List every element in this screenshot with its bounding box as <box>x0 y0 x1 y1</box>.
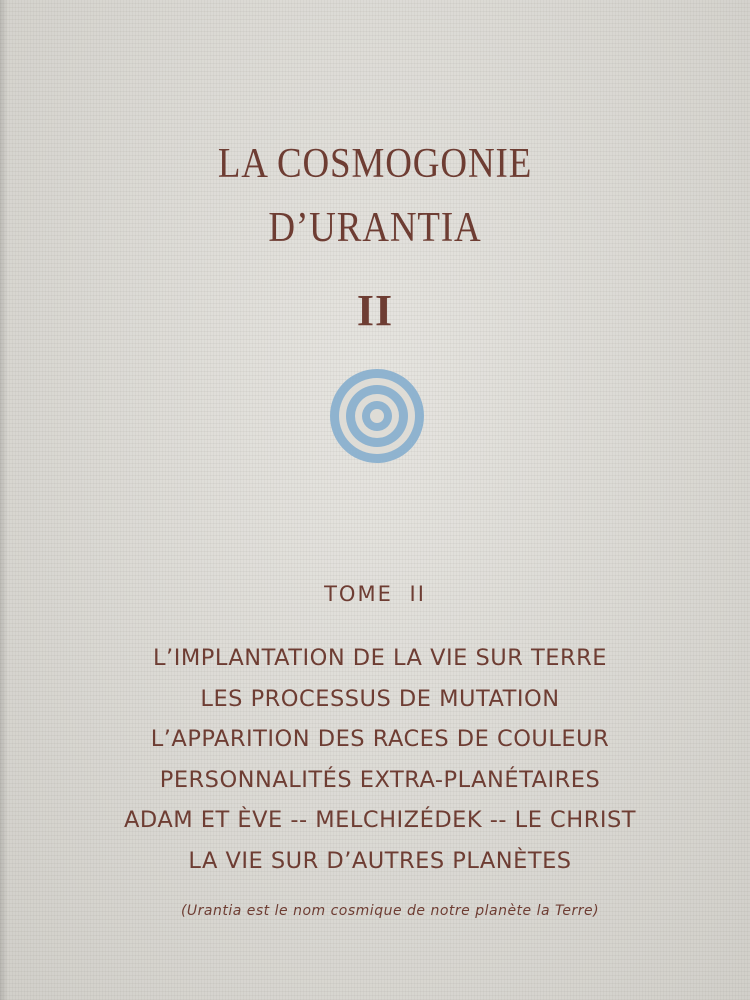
contents-item: PERSONNALITÉS EXTRA-PLANÉTAIRES <box>159 766 601 793</box>
contents-item: LES PROCESSUS DE MUTATION <box>200 685 560 712</box>
contents-list <box>100 638 660 881</box>
contents-item: L’APPARITION DES RACES DE COULEUR <box>150 726 610 752</box>
volume-number: II <box>356 286 394 335</box>
title-line-2: D’URANTIA <box>268 205 482 251</box>
contents-item: LA VIE SUR D’AUTRES PLANÈTES <box>188 847 572 874</box>
tome-label: TOME II <box>324 582 426 606</box>
contents-item: ADAM ET ÈVE -- MELCHIZÉDEK -- LE CHRIST <box>124 807 636 833</box>
three-concentric-circles-icon <box>327 366 427 466</box>
footnote: (Urantia est le nom cosmique de notre planète la Terre) <box>180 903 600 919</box>
title-line-1: LA COSMOGONIE <box>217 141 533 187</box>
contents-item: L’IMPLANTATION DE LA VIE SUR TERRE <box>153 645 607 671</box>
